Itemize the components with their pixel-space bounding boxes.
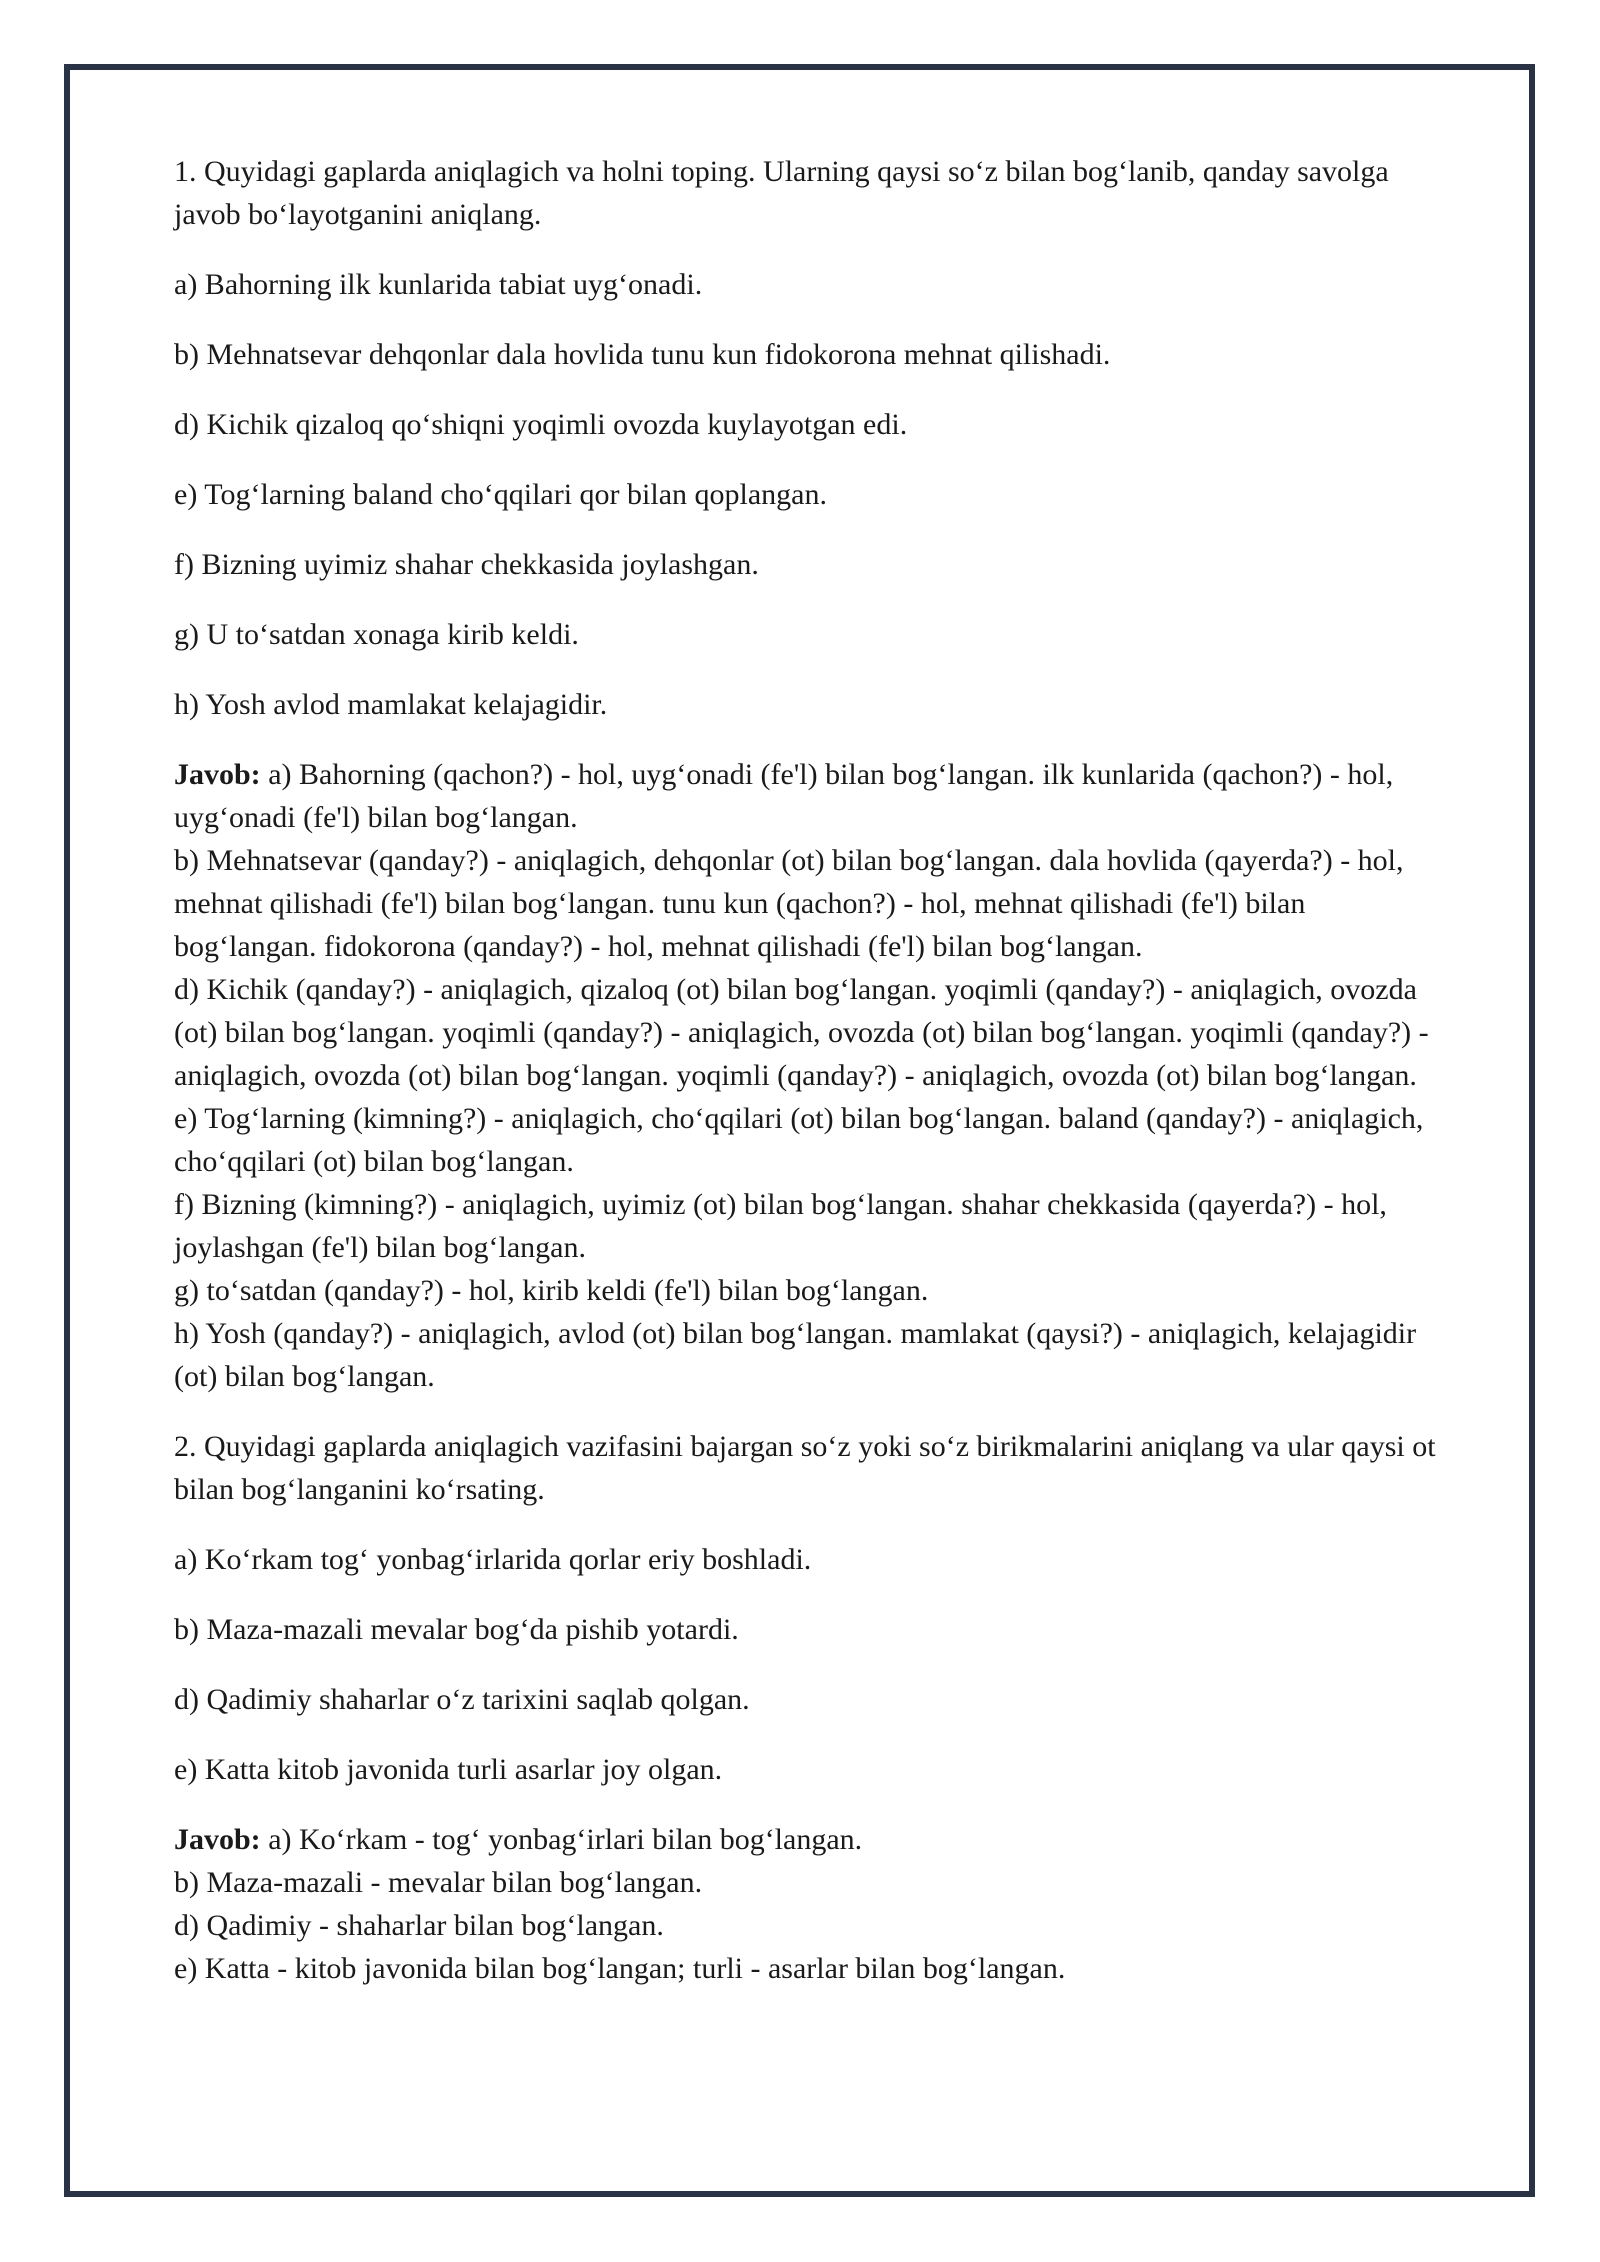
question-2-item: e) Katta kitob javonida turli asarlar joy olgan. — [174, 1753, 723, 1786]
answer-2-line: e) Katta - kitob javonida bilan bog‘langan; turli - asarlar bilan bog‘langan. — [174, 1952, 1066, 1985]
question-1-item: f) Bizning uyimiz shahar chekkasida joylashgan. — [174, 548, 759, 581]
question-1-item: b) Mehnatsevar dehqonlar dala hovlida tunu kun fidokorona mehnat qilishadi. — [174, 338, 1111, 371]
answer-1-line: h) Yosh (qanday?) - aniqlagich, avlod (ot) bilan bog‘langan. mamlakat (qaysi?) - aniqlagich, kelajagidir (ot) bilan bog‘langan. — [174, 1317, 1417, 1393]
question-1: 1. Quyidagi gaplarda aniqlagich va holni toping. Ularning qaysi so‘z bilan bog‘lanib, qanday savolga javob bo‘layotganini aniqlang. — [174, 155, 1389, 231]
question-1-item: g) U to‘satdan xonaga kirib keldi. — [174, 618, 579, 651]
question-1-item: e) Tog‘larning baland cho‘qqilari qor bilan qoplangan. — [174, 478, 827, 511]
answer-2-text: a) Ko‘rkam - tog‘ yonbag‘irlari bilan bog‘langan. — [268, 1823, 863, 1856]
question-2-item: d) Qadimiy shaharlar o‘z tarixini saqlab qolgan. — [174, 1683, 750, 1716]
answer-label: Javob: — [174, 758, 261, 791]
answer-2-line — [174, 1818, 1440, 1861]
answer-1-line: g) to‘satdan (qanday?) - hol, kirib keldi (fe'l) bilan bog‘langan. — [174, 1274, 929, 1307]
answer-1-block — [174, 753, 1440, 1398]
answer-1-text: a) Bahorning (qachon?) - hol, uyg‘onadi (fe'l) bilan bog‘langan. ilk kunlarida (qachon?) - hol, uyg‘onadi (fe'l) bilan bog‘langan. — [174, 758, 1394, 834]
answer-1-line: d) Kichik (qanday?) - aniqlagich, qizaloq (ot) bilan bog‘langan. yoqimli (qanday?) - aniqlagich, ovozda (ot) bilan bog‘langan. yoqimli (qanday?) - aniqlagich, ovozda (ot) bilan bog‘langan. yoqimli (qanday?) - aniqlagich, ovozda (ot) bilan bog‘langan. yoqimli (qanday?) - aniqlagich, ovozda (ot) bilan bog‘langan. — [174, 973, 1429, 1092]
answer-2-block — [174, 1818, 1440, 1990]
answer-2-line: d) Qadimiy - shaharlar bilan bog‘langan. — [174, 1909, 664, 1942]
document-body — [174, 150, 1440, 2017]
answer-1-line: b) Mehnatsevar (qanday?) - aniqlagich, dehqonlar (ot) bilan bog‘langan. dala hovlida (qayerda?) - hol, mehnat qilishadi (fe'l) bilan bog‘langan. tunu kun (qachon?) - hol, mehnat qilishadi (fe'l) bilan bog‘langan. fidokorona (qanday?) - hol, mehnat qilishadi (fe'l) bilan bog‘langan. — [174, 844, 1404, 963]
question-2: 2. Quyidagi gaplarda aniqlagich vazifasini bajargan so‘z yoki so‘z birikmalarini aniqlang va ular qaysi ot bilan bog‘langanini ko‘rsating. — [174, 1430, 1436, 1506]
answer-1-line: e) Tog‘larning (kimning?) - aniqlagich, cho‘qqilari (ot) bilan bog‘langan. baland (qanday?) - aniqlagich, cho‘qqilari (ot) bilan bog‘langan. — [174, 1102, 1424, 1178]
answer-label: Javob: — [174, 1823, 261, 1856]
answer-1-line: f) Bizning (kimning?) - aniqlagich, uyimiz (ot) bilan bog‘langan. shahar chekkasida (qayerda?) - hol, joylashgan (fe'l) bilan bog‘langan. — [174, 1188, 1387, 1264]
question-1-item: a) Bahorning ilk kunlarida tabiat uyg‘onadi. — [174, 268, 703, 301]
question-2-item: a) Ko‘rkam tog‘ yonbag‘irlarida qorlar eriy boshladi. — [174, 1543, 812, 1576]
question-1-item: h) Yosh avlod mamlakat kelajagidir. — [174, 688, 608, 721]
question-1-item: d) Kichik qizaloq qo‘shiqni yoqimli ovozda kuylayotgan edi. — [174, 408, 908, 441]
answer-2-line: b) Maza-mazali - mevalar bilan bog‘langan. — [174, 1866, 703, 1899]
question-2-item: b) Maza-mazali mevalar bog‘da pishib yotardi. — [174, 1613, 739, 1646]
answer-1-line — [174, 753, 1440, 839]
